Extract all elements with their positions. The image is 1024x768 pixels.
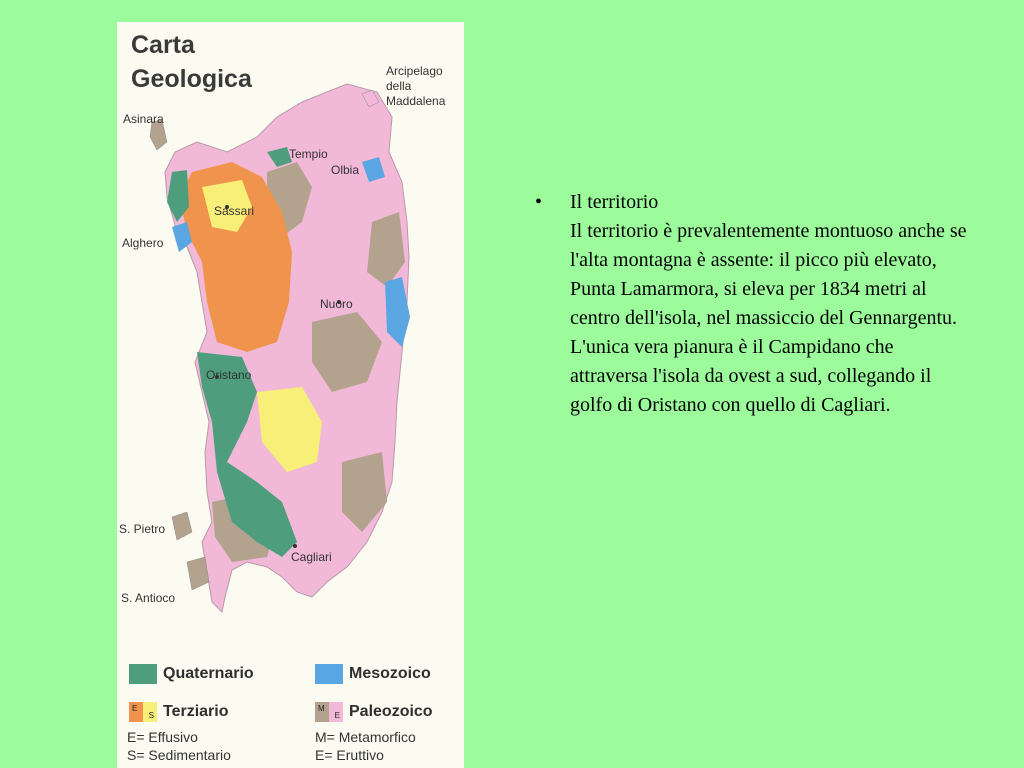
abbr-metamorfico: M= Metamorfico <box>315 729 416 745</box>
map-title-line2: Geologica <box>131 65 252 93</box>
bullet-content <box>570 188 975 420</box>
label-tempio: Tempio <box>289 147 328 161</box>
territory-heading: Il territorio <box>570 191 659 213</box>
label-olbia: Olbia <box>331 163 360 177</box>
swatch-terziario-e: E <box>132 704 138 713</box>
label-arcipelago-3: Maddalena <box>386 94 446 108</box>
swatch-paleozoico-m: M <box>318 704 325 713</box>
territory-text <box>535 188 975 420</box>
map-title-line1: Carta <box>131 31 195 59</box>
swatch-terziario <box>129 702 157 722</box>
legend-paleozoico <box>315 702 433 722</box>
swatch-paleozoico <box>315 702 343 722</box>
swatch-quaternario <box>129 664 157 684</box>
abbr-eruttivo: E= Eruttivo <box>315 747 384 763</box>
label-sassari: Sassari <box>214 204 255 218</box>
swatch-terziario-s: S <box>148 711 154 720</box>
bullet-marker: • <box>535 191 543 213</box>
territory-paragraph-1: Il territorio è prevalentemente montuoso anche se l'alta montagna è assente: il picco più elevato, Punta Lamarmora, si eleva per 1834 metri al centro dell'isola, nel massiccio del Gennargentu. <box>570 220 967 329</box>
legend-quaternario <box>129 664 254 684</box>
territory-paragraph-2: L'unica vera pianura è il Campidano che attraversa l'isola da ovest a sud, collegando il golfo di Oristano con quello di Cagliari. <box>570 336 932 416</box>
legend-terziario <box>129 702 229 722</box>
swatch-mesozoico <box>315 664 343 684</box>
legend-mesozoico-label: Mesozoico <box>349 665 431 682</box>
label-arcipelago-1: Arcipelago <box>386 64 443 78</box>
legend-quaternario-label: Quaternario <box>163 665 254 682</box>
label-nuoro: Nuoro <box>320 297 353 311</box>
label-arcipelago-2: della <box>386 79 412 93</box>
label-s-antioco: S. Antioco <box>121 591 176 605</box>
marker-cagliari <box>293 544 297 548</box>
legend-mesozoico <box>315 664 431 684</box>
legend-paleozoico-label: Paleozoico <box>349 703 433 720</box>
s-antioco-island <box>187 557 209 590</box>
label-s-pietro: S. Pietro <box>119 522 166 536</box>
s-pietro-island <box>172 512 192 540</box>
label-alghero: Alghero <box>122 236 164 250</box>
label-asinara: Asinara <box>123 112 164 126</box>
geological-map <box>117 22 464 768</box>
abbr-sedimentario: S= Sedimentario <box>127 747 231 763</box>
label-cagliari: Cagliari <box>291 550 332 564</box>
swatch-paleozoico-e: E <box>334 711 340 720</box>
label-oristano: Oristano <box>206 368 252 382</box>
legend-terziario-label: Terziario <box>163 703 229 720</box>
abbr-effusivo: E= Effusivo <box>127 729 198 745</box>
